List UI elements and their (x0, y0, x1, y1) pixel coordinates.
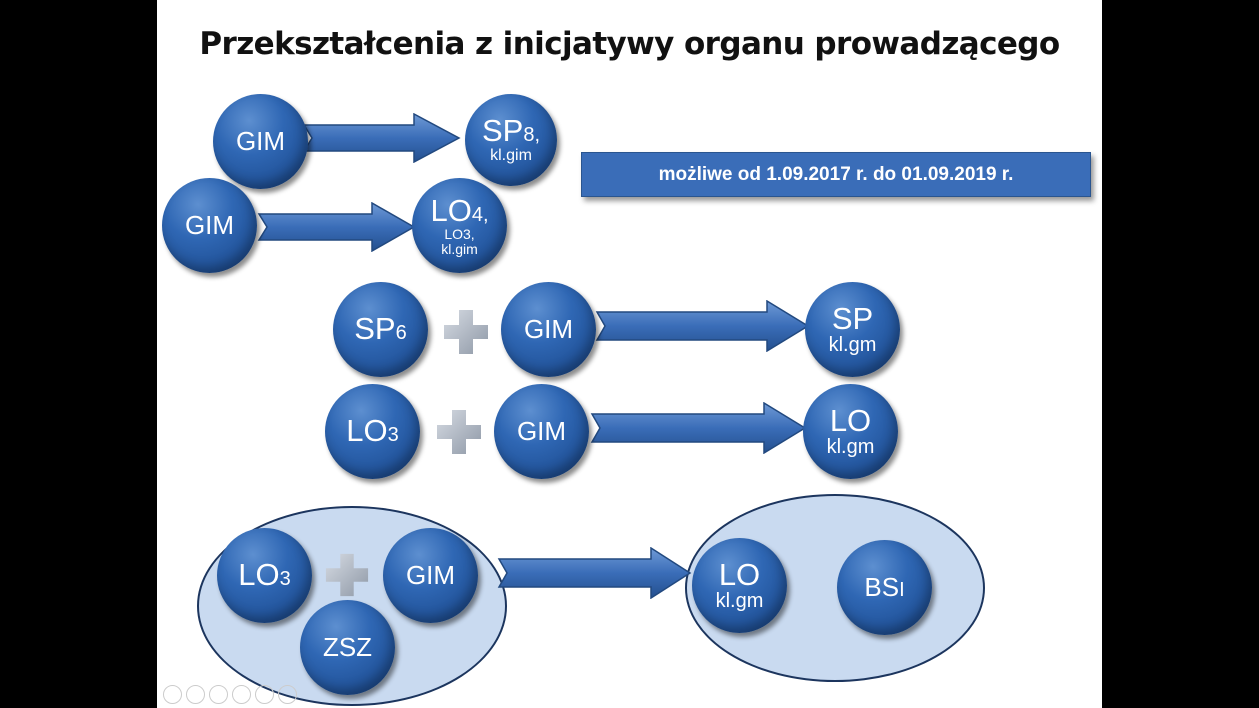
date-range-note: możliwe od 1.09.2017 r. do 01.09.2019 r. (581, 152, 1091, 197)
lo-result-node: LO kl.gm (803, 384, 898, 479)
right-arrow-icon (497, 547, 693, 599)
gim-node: GIM (162, 178, 257, 273)
zoom-icon[interactable] (255, 685, 274, 704)
right-arrow-icon (257, 202, 417, 252)
lo-result-node: LO kl.gm (692, 538, 787, 633)
next-slide-icon[interactable] (186, 685, 205, 704)
right-arrow-icon (590, 402, 808, 454)
gim-node: GIM (501, 282, 596, 377)
slideshow-toolbar (163, 685, 297, 704)
gim-node: GIM (383, 528, 478, 623)
zsz-node: ZSZ (300, 600, 395, 695)
page-title: Przekształcenia z inicjatywy organu prowadzącego (199, 26, 1060, 62)
bs1-node: BSI (837, 540, 932, 635)
more-options-icon[interactable] (278, 685, 297, 704)
lo3-node: LO3 (217, 528, 312, 623)
plus-icon (442, 308, 490, 356)
slides-grid-icon[interactable] (232, 685, 251, 704)
pen-icon[interactable] (209, 685, 228, 704)
plus-icon (435, 408, 483, 456)
lo4-node: LO4, LO3, kl.gim (412, 178, 507, 273)
right-arrow-icon (302, 113, 462, 163)
previous-slide-icon[interactable] (163, 685, 182, 704)
slide (157, 0, 1102, 708)
sp8-node: SP8, kl.gim (465, 94, 557, 186)
right-arrow-icon (595, 300, 811, 352)
gim-node: GIM (213, 94, 308, 189)
gim-node: GIM (494, 384, 589, 479)
plus-icon (324, 552, 370, 598)
sp6-node: SP6 (333, 282, 428, 377)
sp-result-node: SP kl.gm (805, 282, 900, 377)
lo3-node: LO3 (325, 384, 420, 479)
